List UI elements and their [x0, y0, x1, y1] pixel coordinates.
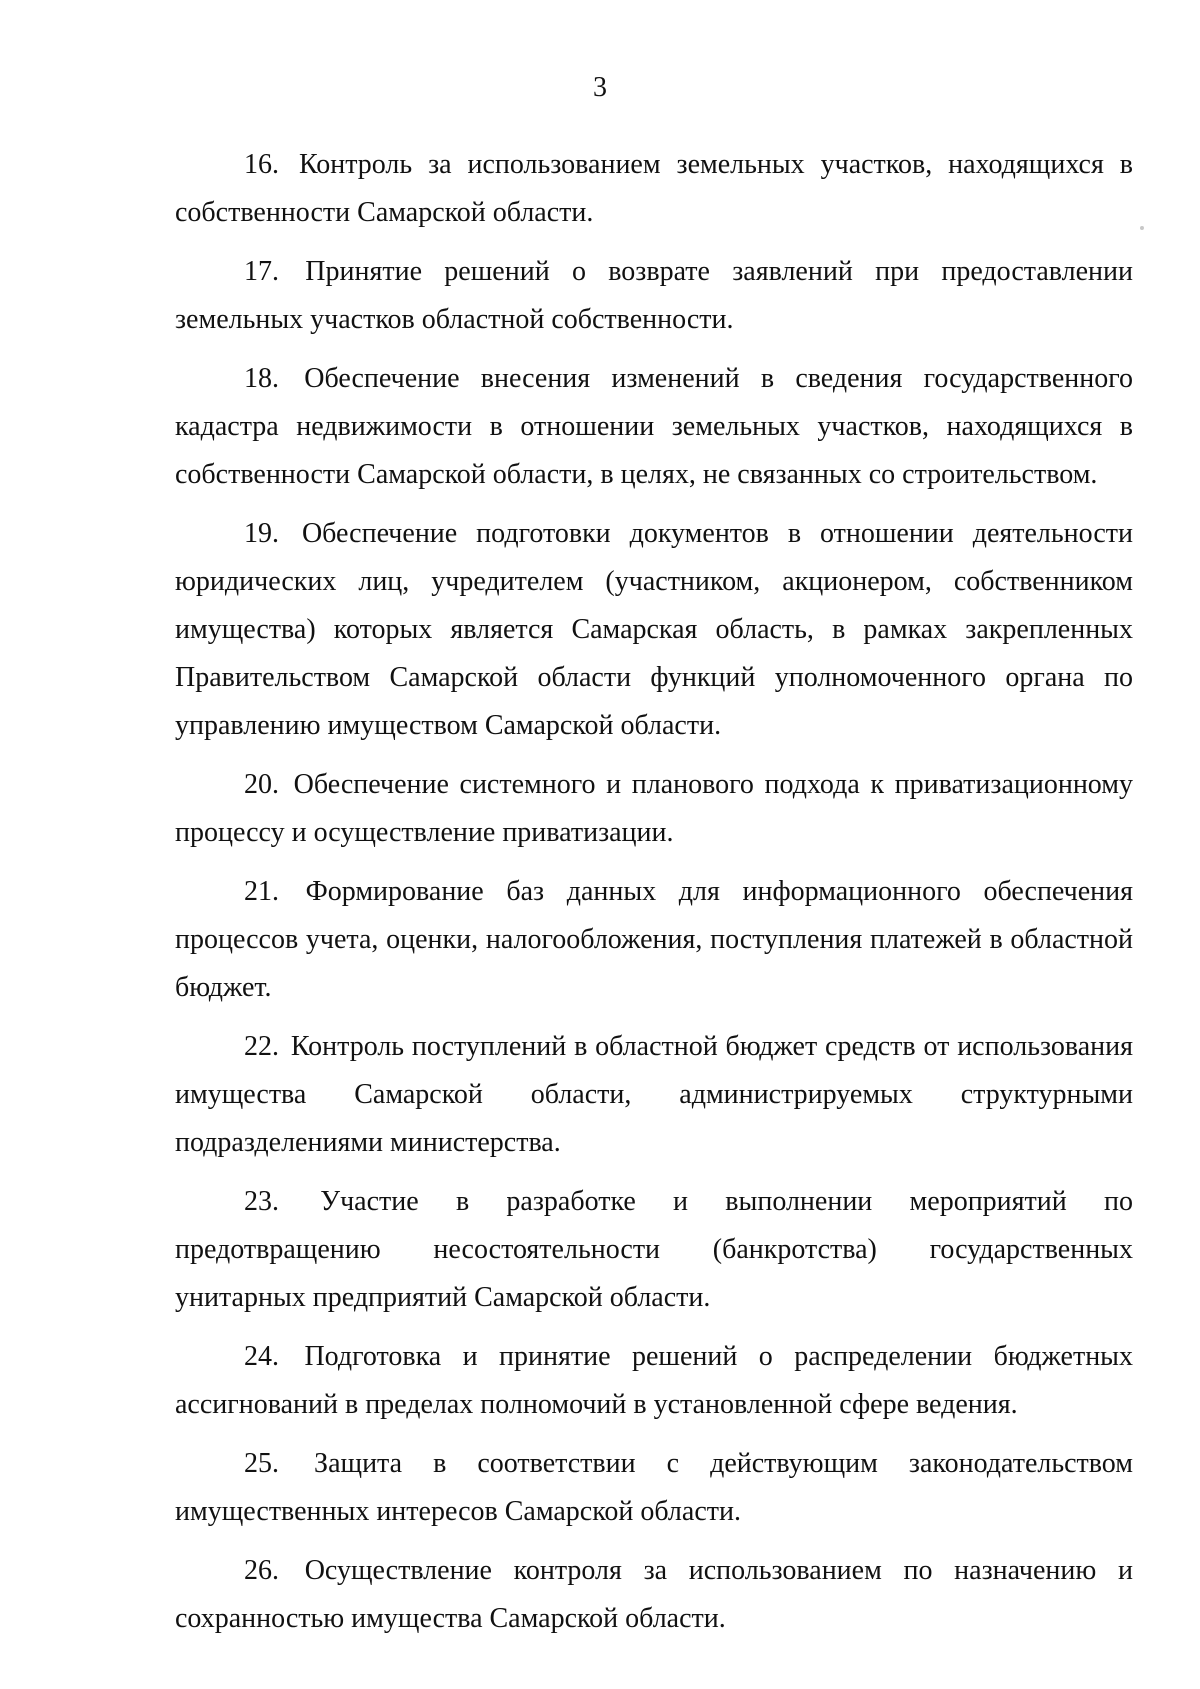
item-text: Осуществление контроля за использованием по назначению и сохранностью имущества Самарской области.	[175, 1555, 1133, 1634]
item-text: Защита в соответствии с действующим законодательством имущественных интересов Самарской области.	[175, 1448, 1133, 1527]
document-body	[175, 141, 1133, 1654]
list-item	[175, 510, 1133, 750]
item-text: Формирование баз данных для информационного обеспечения процессов учета, оценки, налогообложения, поступления платежей в областной бюджет.	[175, 876, 1134, 1003]
list-item	[175, 248, 1133, 344]
list-item	[175, 761, 1133, 857]
item-number: 19.	[244, 518, 279, 549]
item-number: 20.	[244, 769, 279, 800]
list-item	[175, 1547, 1133, 1643]
item-number: 22.	[244, 1031, 279, 1062]
list-item	[175, 355, 1133, 499]
list-item	[175, 1333, 1133, 1429]
item-text: Контроль за использованием земельных участков, находящихся в собственности Самарской области.	[175, 149, 1133, 228]
item-text: Участие в разработке и выполнении мероприятий по предотвращению несостоятельности (банкротства) государственных унитарных предприятий Самарской области.	[175, 1186, 1133, 1313]
item-number: 26.	[244, 1555, 279, 1586]
scan-speck	[1140, 226, 1144, 230]
item-number: 16.	[244, 149, 279, 180]
list-item	[175, 1440, 1133, 1536]
item-number: 17.	[244, 256, 279, 287]
item-text: Принятие решений о возврате заявлений при предоставлении земельных участков областной собственности.	[175, 256, 1133, 335]
item-text: Обеспечение внесения изменений в сведения государственного кадастра недвижимости в отношении земельных участков, находящихся в собственности Самарской области, в целях, не связанных со строительством.	[175, 363, 1134, 490]
list-item	[175, 1023, 1133, 1167]
list-item	[175, 1178, 1133, 1322]
item-text: Контроль поступлений в областной бюджет средств от использования имущества Самарской области, администрируемых структурными подразделениями министерства.	[175, 1031, 1133, 1158]
item-number: 24.	[244, 1341, 279, 1372]
item-text: Обеспечение системного и планового подхода к приватизационному процессу и осуществление приватизации.	[175, 769, 1133, 848]
page-number: 3	[593, 72, 607, 103]
item-text: Обеспечение подготовки документов в отношении деятельности юридических лиц, учредителем (участником, акционером, собственником имущества) которых является Самарская область, в рамках закрепленных Правительством Самарской области функций уполномоченного органа по управлению имуществом Самарской области.	[175, 518, 1133, 741]
item-number: 18.	[244, 363, 279, 394]
list-item	[175, 868, 1133, 1012]
item-number: 25.	[244, 1448, 279, 1479]
list-item	[175, 141, 1133, 237]
item-text: Подготовка и принятие решений о распределении бюджетных ассигнований в пределах полномочий в установленной сфере ведения.	[175, 1341, 1133, 1420]
item-number: 21.	[244, 876, 279, 907]
item-number: 23.	[244, 1186, 279, 1217]
